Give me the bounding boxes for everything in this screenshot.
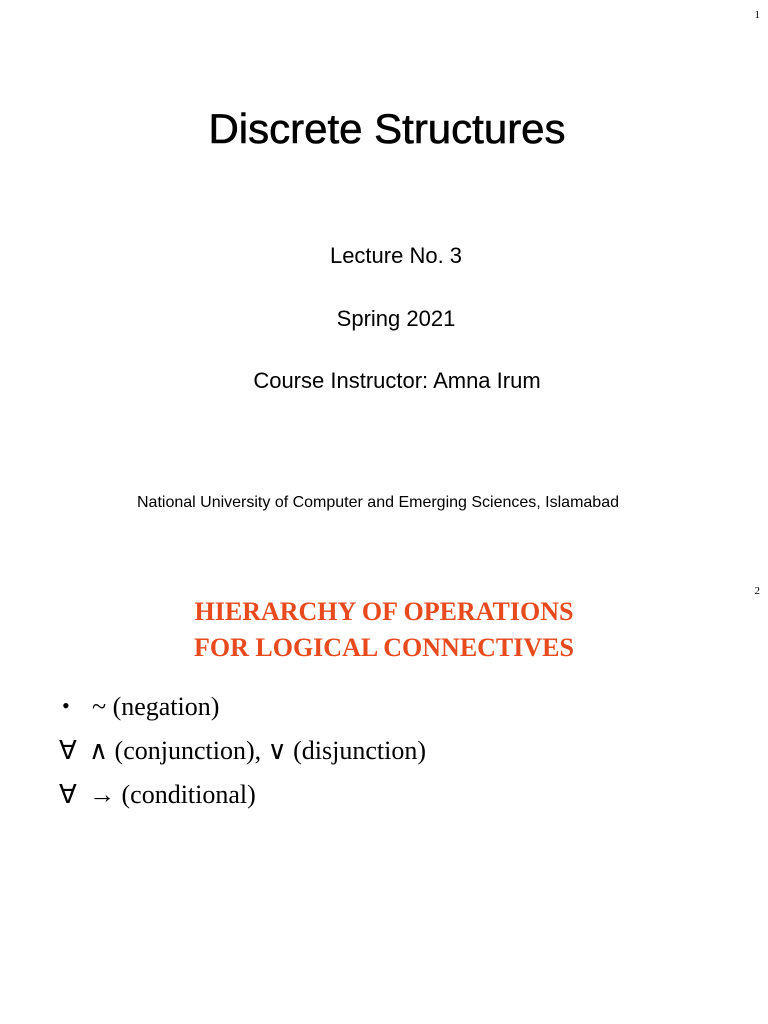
list-item-text: ~ (negation) [92, 692, 220, 721]
lecture-number: Lecture No. 3 [329, 243, 463, 268]
list-item-text: → (conditional) [89, 780, 256, 809]
slide-title: Discrete Structures [208, 105, 566, 152]
page-number: 1 [754, 9, 760, 21]
course-instructor: Course Instructor: Amna Irum [253, 368, 541, 393]
bullet-marker: ∀ [59, 780, 77, 809]
bullet-marker: ∀ [59, 736, 77, 765]
slide-title-line-1: HIERARCHY OF OPERATIONS [194, 597, 574, 626]
list-item [62, 684, 426, 729]
term: Spring 2021 [336, 306, 456, 331]
list-item [59, 729, 426, 773]
page-number: 2 [754, 585, 760, 597]
institution-name: National University of Computer and Emerging Sciences, Islamabad [136, 494, 619, 511]
bullet-list [59, 684, 426, 817]
slide-title-line-2: FOR LOGICAL CONNECTIVES [194, 633, 574, 662]
list-item-text: ∧ (conjunction), ∨ (disjunction) [89, 736, 426, 765]
slide-2 [0, 576, 768, 1024]
bullet-marker: • [62, 693, 70, 718]
slide-title [0, 594, 768, 666]
list-item [59, 773, 426, 817]
